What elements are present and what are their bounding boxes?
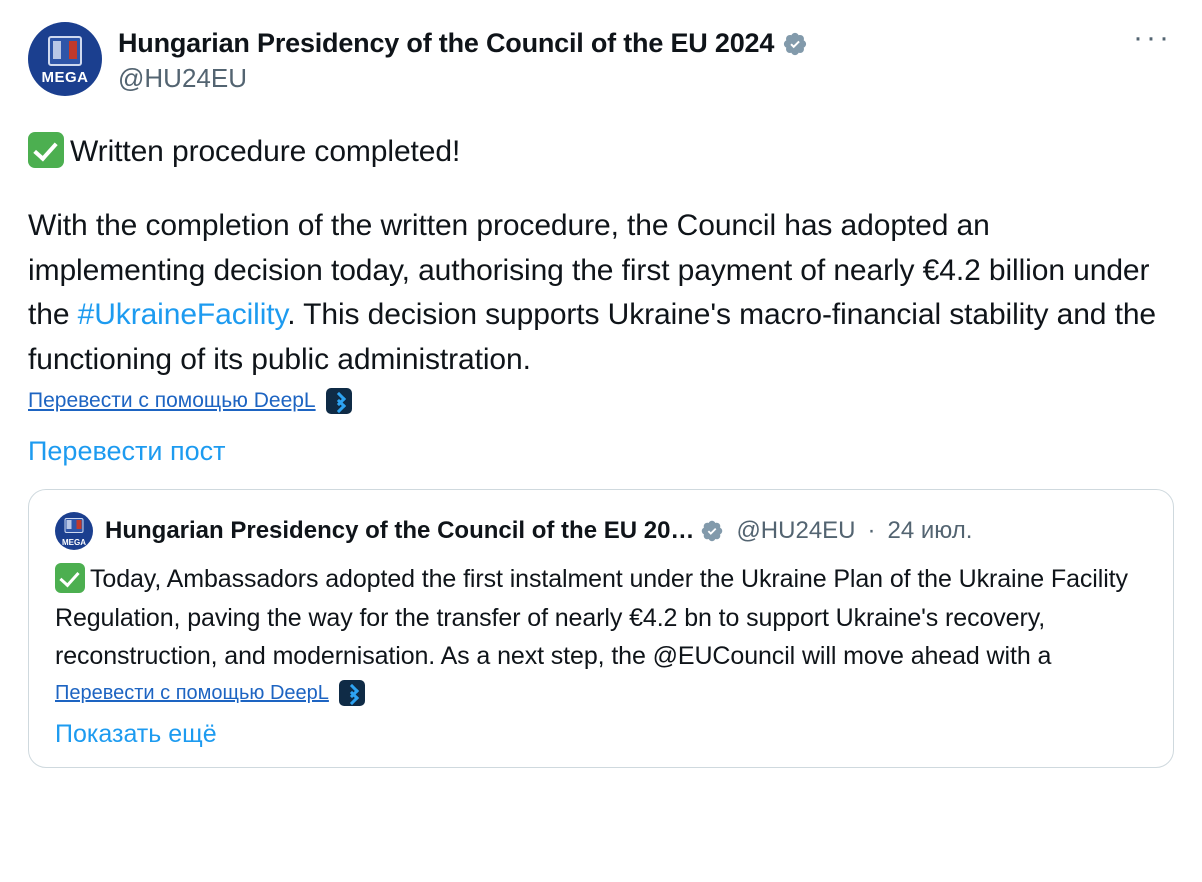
quoted-display-name[interactable]: Hungarian Presidency of the Council of the EU 20… (105, 516, 695, 544)
avatar[interactable] (28, 22, 102, 96)
quoted-avatar-crest-icon (65, 518, 84, 533)
more-options-icon[interactable]: ··· (1133, 21, 1172, 54)
tweet-header (28, 22, 1174, 96)
quoted-deepl-logo-icon[interactable] (339, 680, 365, 706)
quoted-avatar[interactable] (55, 512, 93, 550)
quoted-deepl-translate-row (55, 680, 1147, 706)
verified-badge-icon (782, 31, 808, 57)
quoted-separator: · (867, 516, 876, 544)
tweet-headline: Written procedure completed! (70, 135, 461, 168)
avatar-label: MEGA (41, 69, 89, 86)
quoted-tweet-text-row (55, 560, 1147, 676)
deepl-logo-icon[interactable] (326, 388, 352, 414)
tweet-paragraph (28, 204, 1174, 382)
author-handle[interactable]: @HU24EU (118, 63, 247, 93)
author-name-line (118, 21, 1174, 59)
translate-post-link[interactable]: Перевести пост (28, 435, 226, 466)
tweet-headline-line (28, 130, 1174, 174)
author-display-name[interactable]: Hungarian Presidency of the Council of the EU 2024 (118, 28, 775, 58)
deepl-translate-row (28, 388, 1174, 414)
quoted-deepl-translate-link[interactable]: Перевести с помощью DeepL (55, 681, 329, 704)
avatar-crest-icon (48, 36, 82, 66)
hashtag-link[interactable]: #UkraineFacility (77, 298, 288, 332)
quoted-tweet-text: Today, Ambassadors adopted the first instalment under the Ukraine Plan of the Ukraine Facility Regulation, paving the way for the transfer of nearly €4.2 bn to support Ukraine's recovery, reconstruction, and modernisation. As a next step, the @EUCouncil will move ahead with a (55, 564, 1128, 671)
quoted-white-check-mark-emoji (55, 563, 85, 593)
quoted-tweet-card[interactable] (28, 489, 1174, 768)
tweet-body (28, 130, 1174, 382)
quoted-verified-badge-icon (700, 519, 724, 543)
author-names (118, 22, 1174, 94)
deepl-translate-link[interactable]: Перевести с помощью DeepL (28, 388, 316, 412)
tweet-text-part2: . This decision supports Ukraine's macro-financial stability and the functioning of its public administration. (28, 298, 1157, 376)
quoted-avatar-label: MEGA (62, 537, 86, 547)
tweet-text-part1: With the completion of the written procedure, the Council has adopted an implementing decision today, authorising the first payment of nearly €4.2 billion under the (28, 209, 1150, 332)
quoted-date: 24 июл. (887, 516, 973, 544)
quoted-tweet-header (55, 512, 1147, 550)
show-more-link[interactable]: Показать ещё (55, 720, 217, 749)
quoted-handle: @HU24EU (736, 516, 856, 544)
white-check-mark-emoji (28, 132, 64, 168)
